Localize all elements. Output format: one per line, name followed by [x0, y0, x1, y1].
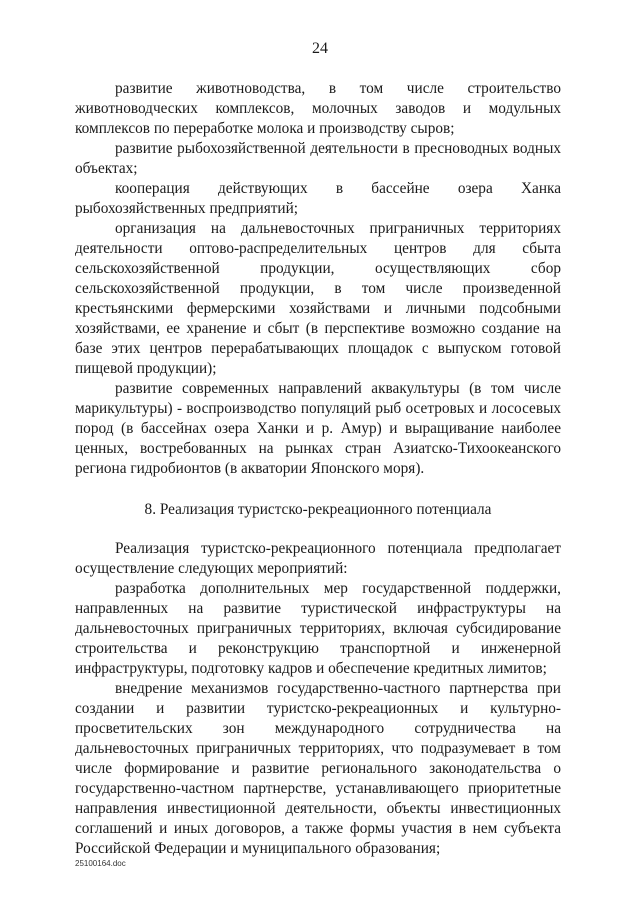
section-item-ppp-mechanisms: внедрение механизмов государственно-частного партнерства при создании и развитии туристско-рекреационных и культурно-просветительских зон международного сотрудничества на дальневосточных приграничных территориях, что подразумевает в том числе формирование и развитие регионального законодательства о государственно-частном партнерстве, устанавливающего приоритетные направления инвестиционной деятельности, объекты инвестиционных соглашений и иных договоров, а также формы участия в нем субъекта Российской Федерации и муниципального образования; — [75, 680, 561, 857]
section-heading: 8. Реализация туристско-рекреационного потенциала — [144, 501, 492, 518]
document-body — [75, 79, 561, 859]
paragraph-livestock: развитие животноводства, в том числе строительство животноводческих комплексов, молочных заводов и модульных комплексов по переработке молока и производству сыров; — [75, 80, 561, 137]
paragraph-cooperation: кооперация действующих в бассейне озера Ханка рыбохозяйственных предприятий; — [75, 180, 561, 217]
paragraph-aquaculture: развитие современных направлений аквакультуры (в том числе марикультуры) - воспроизводство популяций рыб осетровых и лососевых пород (в бассейнах озера Ханки и р. Амур) и выращивание наиболее ценных, востребованных на рынках стран Азиатско-Тихоокеанского региона гидробионтов (в акватории Японского моря). — [75, 380, 561, 477]
section-intro: Реализация туристско-рекреационного потенциала предполагает осуществление следующих мероприятий: — [75, 540, 561, 577]
page-number: 24 — [312, 40, 328, 57]
paragraph-fishery: развитие рыбохозяйственной деятельности в пресноводных водных объектах; — [75, 140, 561, 177]
footer-file-name: 25100164.doc — [75, 859, 126, 868]
paragraph-distribution-centers: организация на дальневосточных приграничных территориях деятельности оптово-распределительных центров для сбыта сельскохозяйственной продукции, осуществляющих сбор сельскохозяйственной продукции, в том числе произведенной крестьянскими фермерскими хозяйствами и личными подсобными хозяйствами, ее хранение и сбыт (в перспективе возможно создание на базе этих центров перерабатывающих площадок с выпуском готовой пищевой продукции); — [75, 220, 561, 377]
section-item-support-measures: разработка дополнительных мер государственной поддержки, направленных на развитие туристической инфраструктуры на дальневосточных приграничных территориях, включая субсидирование строительства и реконструкцию транспортной и инженерной инфраструктуры, подготовку кадров и обеспечение кредитных лимитов; — [75, 580, 561, 677]
